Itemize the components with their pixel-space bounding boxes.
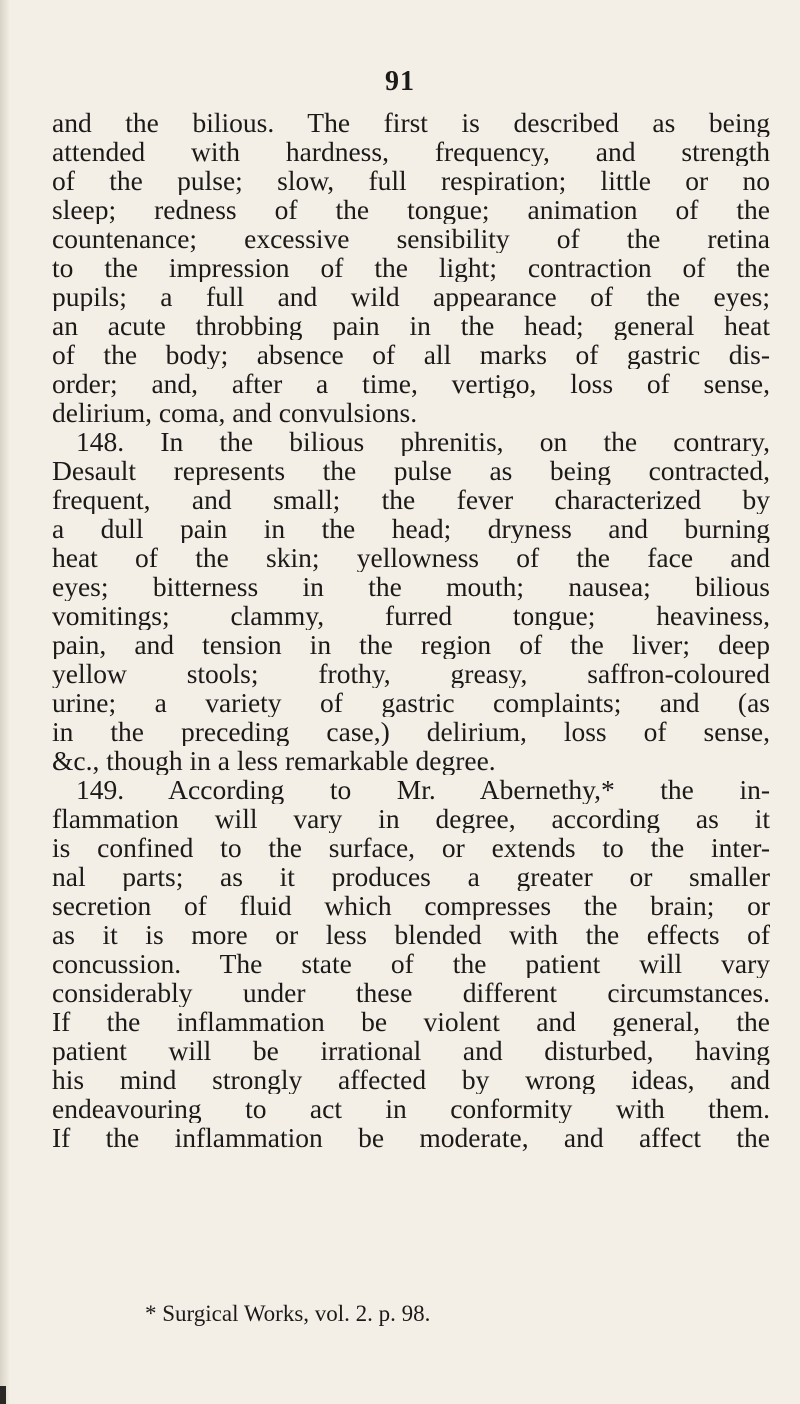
text-line: patient will be irrational and disturbed, having — [52, 1036, 770, 1065]
text-line: eyes; bitterness in the mouth; nausea; bilious — [52, 572, 770, 601]
text-line: nal parts; as it produces a greater or smaller — [52, 862, 770, 891]
text-line: pain, and tension in the region of the liver; deep — [52, 630, 770, 659]
text-line: a dull pain in the head; dryness and burning — [52, 514, 770, 543]
text-line: his mind strongly affected by wrong ideas, and — [52, 1065, 770, 1094]
text-line: sleep; redness of the tongue; animation of the — [52, 195, 770, 224]
text-line: an acute throbbing pain in the head; general heat — [52, 311, 770, 340]
text-line: of the pulse; slow, full respiration; little or no — [52, 166, 770, 195]
text-line: order; and, after a time, vertigo, loss of sense, — [52, 369, 770, 398]
body-text — [52, 108, 770, 1152]
text-line: endeavouring to act in conformity with them. — [52, 1094, 770, 1123]
text-line: vomitings; clammy, furred tongue; heaviness, — [52, 601, 770, 630]
text-line: considerably under these different circumstances. — [52, 978, 770, 1007]
text-line: concussion. The state of the patient will vary — [52, 949, 770, 978]
text-line: pupils; a full and wild appearance of the eyes; — [52, 282, 770, 311]
text-line: yellow stools; frothy, greasy, saffron-coloured — [52, 659, 770, 688]
page-edge-shadow — [0, 0, 10, 1404]
text-line: frequent, and small; the fever characterized by — [52, 485, 770, 514]
text-line: flammation will vary in degree, according as it — [52, 804, 770, 833]
text-line: and the bilious. The first is described as being — [52, 108, 770, 137]
text-line: urine; a variety of gastric complaints; and (as — [52, 688, 770, 717]
text-line: secretion of fluid which compresses the brain; or — [52, 891, 770, 920]
page-edge-mark — [0, 1386, 6, 1404]
text-line: is confined to the surface, or extends to the inter- — [52, 833, 770, 862]
text-line: If the inflammation be violent and general, the — [52, 1007, 770, 1036]
text-line: to the impression of the light; contraction of the — [52, 253, 770, 282]
text-line: heat of the skin; yellowness of the face and — [52, 543, 770, 572]
text-line: Desault represents the pulse as being contracted, — [52, 456, 770, 485]
text-line: If the inflammation be moderate, and affect the — [52, 1123, 770, 1152]
text-line: in the preceding case,) delirium, loss of sense, — [52, 717, 770, 746]
text-line: as it is more or less blended with the effects of — [52, 920, 770, 949]
paragraph-148-start: 148. In the bilious phrenitis, on the contrary, — [76, 427, 770, 456]
paragraph-149-start: 149. According to Mr. Abernethy,* the in- — [76, 775, 770, 804]
text-line: &c., though in a less remarkable degree. — [52, 746, 496, 775]
page-number: 91 — [385, 66, 415, 97]
text-line: countenance; excessive sensibility of the retina — [52, 224, 770, 253]
text-line: of the body; absence of all marks of gastric dis- — [52, 340, 770, 369]
text-line: delirium, coma, and convulsions. — [52, 398, 418, 427]
text-line: attended with hardness, frequency, and strength — [52, 137, 770, 166]
footnote: * Surgical Works, vol. 2. p. 98. — [145, 1301, 431, 1326]
